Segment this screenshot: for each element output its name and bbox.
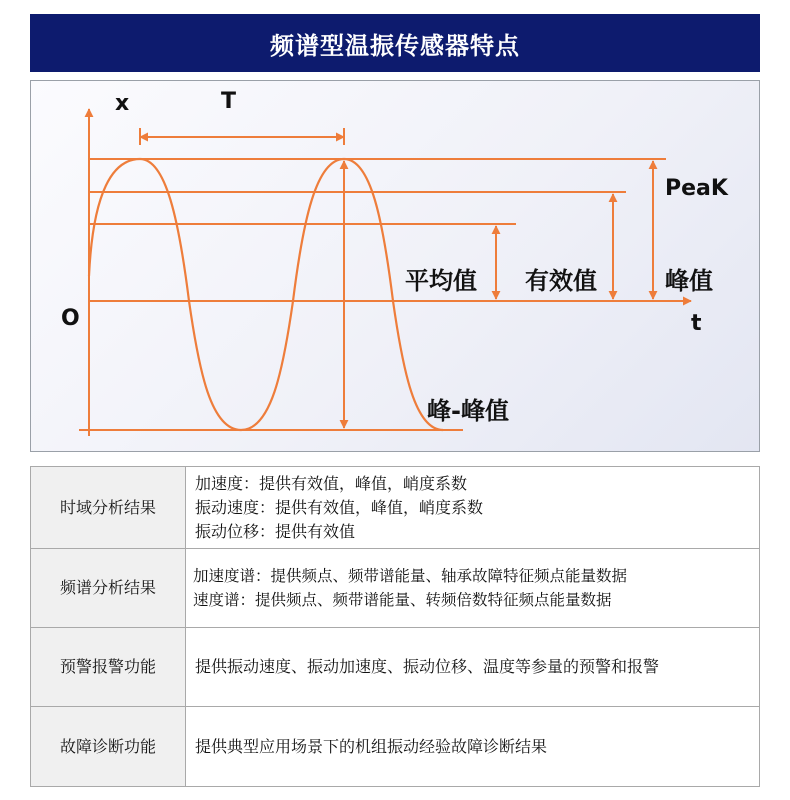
row-description	[186, 707, 760, 787]
description-line: 提供典型应用场景下的机组振动经验故障诊断结果	[195, 736, 548, 756]
average-label: 平均值	[405, 267, 477, 295]
waveform-svg	[31, 81, 761, 453]
row-category: 频谱分析结果	[31, 549, 186, 628]
page-title: 频谱型温振传感器特点	[270, 31, 520, 60]
peak-to-peak-label: 峰-峰值	[427, 397, 509, 425]
rms-label: 有效值	[525, 267, 597, 295]
sine-curve	[89, 159, 443, 430]
description-line: 加速度：提供有效值，峰值，峭度系数	[195, 473, 468, 493]
waveform-diagram	[30, 80, 760, 452]
row-description	[186, 467, 760, 549]
row-description	[186, 549, 760, 628]
table-row	[31, 549, 760, 628]
row-category: 时域分析结果	[31, 467, 186, 549]
peak-value-label: 峰值	[665, 267, 713, 295]
origin-label: O	[61, 306, 80, 331]
table-row	[31, 707, 760, 787]
table-row	[31, 628, 760, 707]
x-axis-label: x	[115, 91, 130, 116]
row-category: 预警报警功能	[31, 628, 186, 707]
description-line: 加速度谱：提供频点、频带谱能量、轴承故障特征频点能量数据	[193, 567, 628, 585]
description-line: 振动位移：提供有效值	[195, 521, 356, 541]
row-description	[186, 628, 760, 707]
page-title-banner	[30, 14, 760, 72]
description-line: 提供振动速度、振动加速度、振动位移、温度等参量的预警和报警	[195, 657, 660, 676]
t-axis-label: t	[691, 311, 702, 336]
feature-table	[30, 466, 760, 787]
description-line: 振动速度：提供有效值，峰值，峭度系数	[195, 497, 484, 517]
row-category: 故障诊断功能	[31, 707, 186, 787]
description-line: 速度谱：提供频点、频带谱能量、转频倍数特征频点能量数据	[193, 591, 612, 609]
peak-english-label: PeaK	[665, 176, 728, 201]
period-label: T	[221, 89, 237, 114]
table-row	[31, 467, 760, 549]
